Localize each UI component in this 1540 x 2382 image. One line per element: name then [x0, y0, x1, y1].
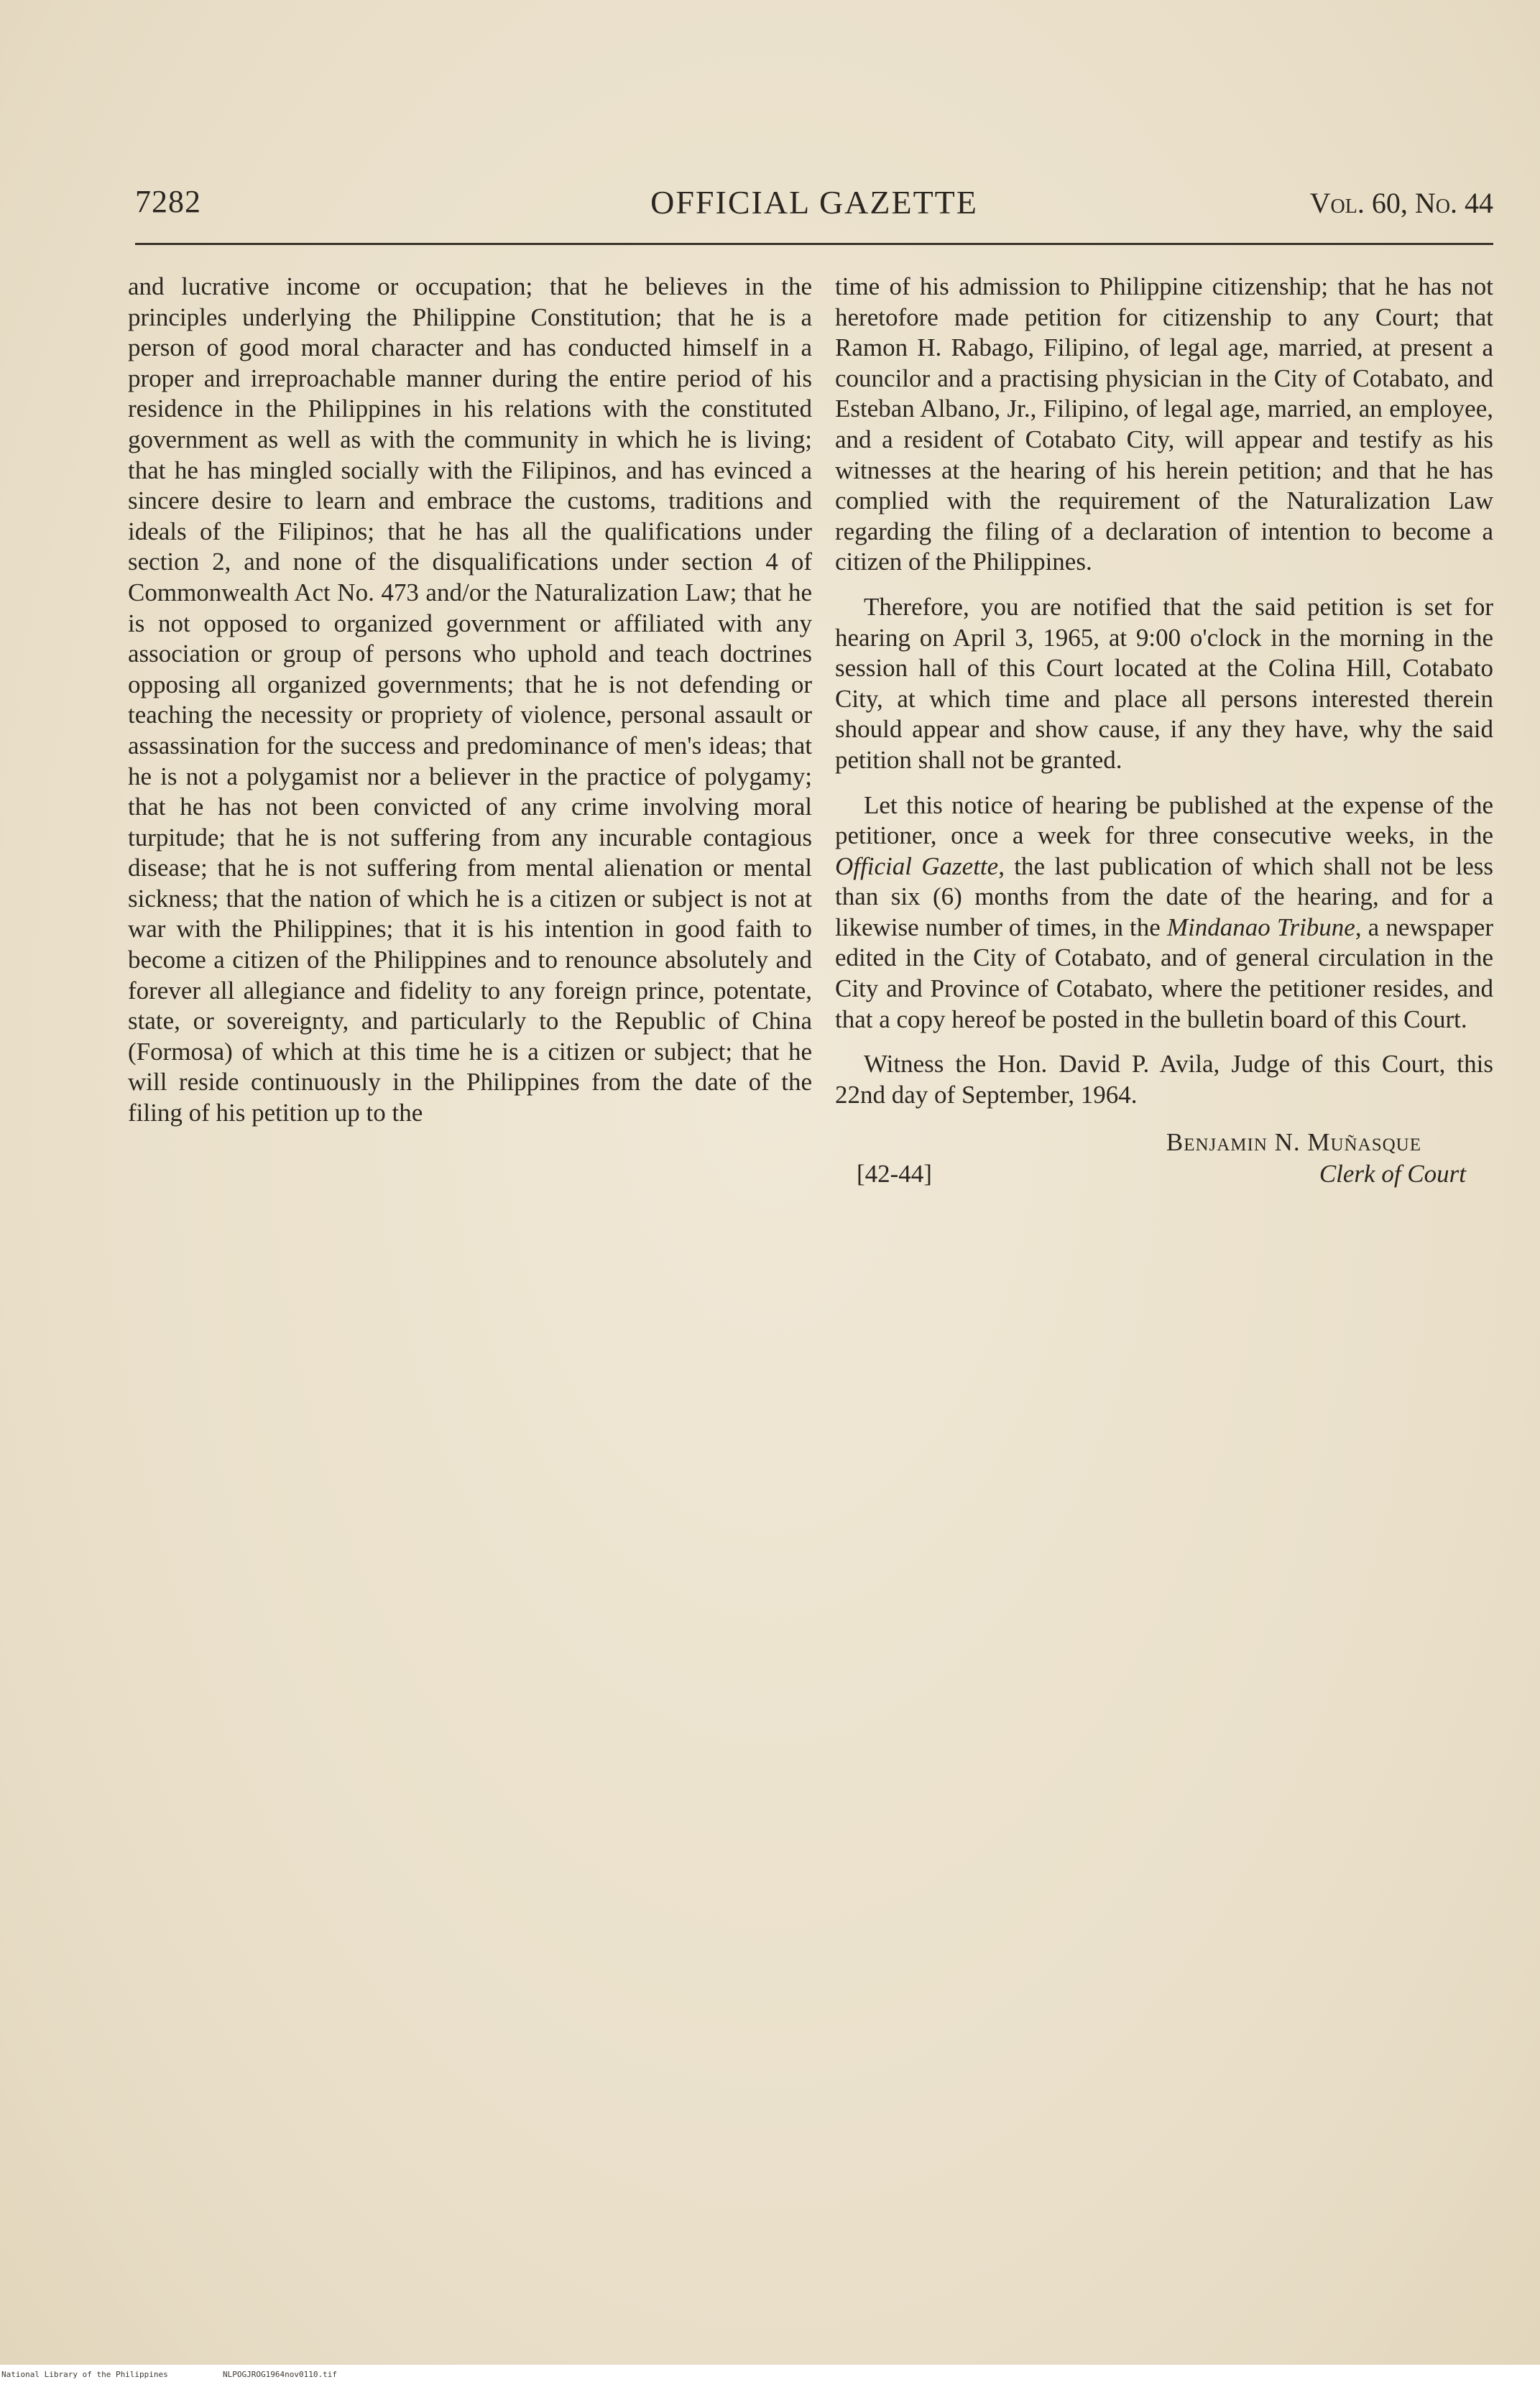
signature-block — [835, 1127, 1493, 1192]
publication-text-b: , the last publication of which shall not be less than six (6) months from the date of the hearing, and for a likewise number of times, in the — [835, 851, 1493, 941]
right-column — [835, 272, 1493, 1192]
paragraph-publication — [835, 790, 1493, 1035]
paragraph-witnesses: time of his admission to Philippine citizenship; that he has not heretofore made petition for citizenship to any Court; that Ramon H. Rabago, Filipino, of legal age, married, at present a councilor and a practising physician in the City of Cotabato, and Esteban Albano, Jr., Filipino, of legal age, married, an employee, and a resident of Cotabato City, will appear and testify as his witnesses at the hearing of his herein petition; and that he has complied with the requirement of the Naturalization Law regarding the filing of a declaration of intention to become a citizen of the Philippines. — [835, 272, 1493, 576]
official-gazette-title: Official Gazette — [835, 851, 999, 880]
publication-text-a: Let this notice of hearing be published at the expense of the petitioner, once a week for three consecutive weeks, in the — [835, 790, 1493, 850]
signer-name: Benjamin N. Muñasque — [1166, 1128, 1421, 1157]
mindanao-tribune-title: Mindanao Tribune — [1166, 913, 1355, 941]
scan-filename: NLPOGJROG1964nov0110.tif — [223, 2370, 337, 2379]
library-credit: National Library of the Philippines — [1, 2370, 168, 2379]
left-column-text: and lucrative income or occupation; that he believes in the principles underlying the Philippine Constitution; that he is a person of good moral character and has conducted himself in a proper and irreproachable manner during the entire period of his residence in the Philippines in his relations with the constituted government as well as with the community in which he is living; that he has mingled socially with the Filipinos, and has evinced a sincere desire to learn and embrace the customs, traditions and ideals of the Filipinos; that he has all the qualifications under section 2, and none of the disqualifications under section 4 of Commonwealth Act No. 473 and/or the Naturalization Law; that he is not opposed to organized government or affiliated with any association or group of persons who uphold and teach doctrines opposing all organized governments; that he is not defending or teaching the necessity or propriety of violence, personal assault or assassination for the success and predominance of men's ideas; that he is not a polygamist nor a believer in the practice of polygamy; that he has not been convicted of any crime involving moral turpitude; that he is not suffering from any incurable contagious disease; that he is not suffering from mental alienation or mental sickness; that the nation of which he is a citizen or subject is not at war with the Philippines; that it is his intention in good faith to become a citizen of the Philippines and to renounce absolutely and forever all allegiance and fidelity to any foreign prince, potentate, state, or sovereignty, and particularly to the Republic of China (Formosa) of which at this time he is a citizen or subject; that he will reside continuously in the Philippines from the date of the filing of his petition up to the — [128, 272, 812, 1127]
publication-title: OFFICIAL GAZETTE — [650, 184, 978, 221]
reference-code: [42-44] — [857, 1160, 932, 1188]
paragraph-witness: Witness the Hon. David P. Avila, Judge of this Court, this 22nd day of September, 1964. — [835, 1050, 1493, 1109]
page-header — [135, 183, 1493, 234]
header-rule — [135, 243, 1493, 245]
publication-text-c: , a newspaper edited in the City of Cotabato, and of general circulation in the City and Province of Cotabato, where the petitioner resides, and that a copy hereof be posted in the bulletin board of this Court. — [835, 913, 1493, 1033]
left-column — [128, 272, 812, 1129]
paragraph-hearing-notice: Therefore, you are notified that the said petition is set for hearing on April 3, 1965, at 9:00 o'clock in the morning in the session hall of this Court located at the Colina Hill, Cotabato City, at which time and place all persons interested therein should appear and show cause, if any they have, why the said petition shall not be granted. — [835, 592, 1493, 774]
issue-label: Vol. 60, No. 44 — [1309, 187, 1493, 219]
signer-title: Clerk of Court — [1319, 1160, 1466, 1188]
page-number: 7282 — [135, 184, 201, 219]
